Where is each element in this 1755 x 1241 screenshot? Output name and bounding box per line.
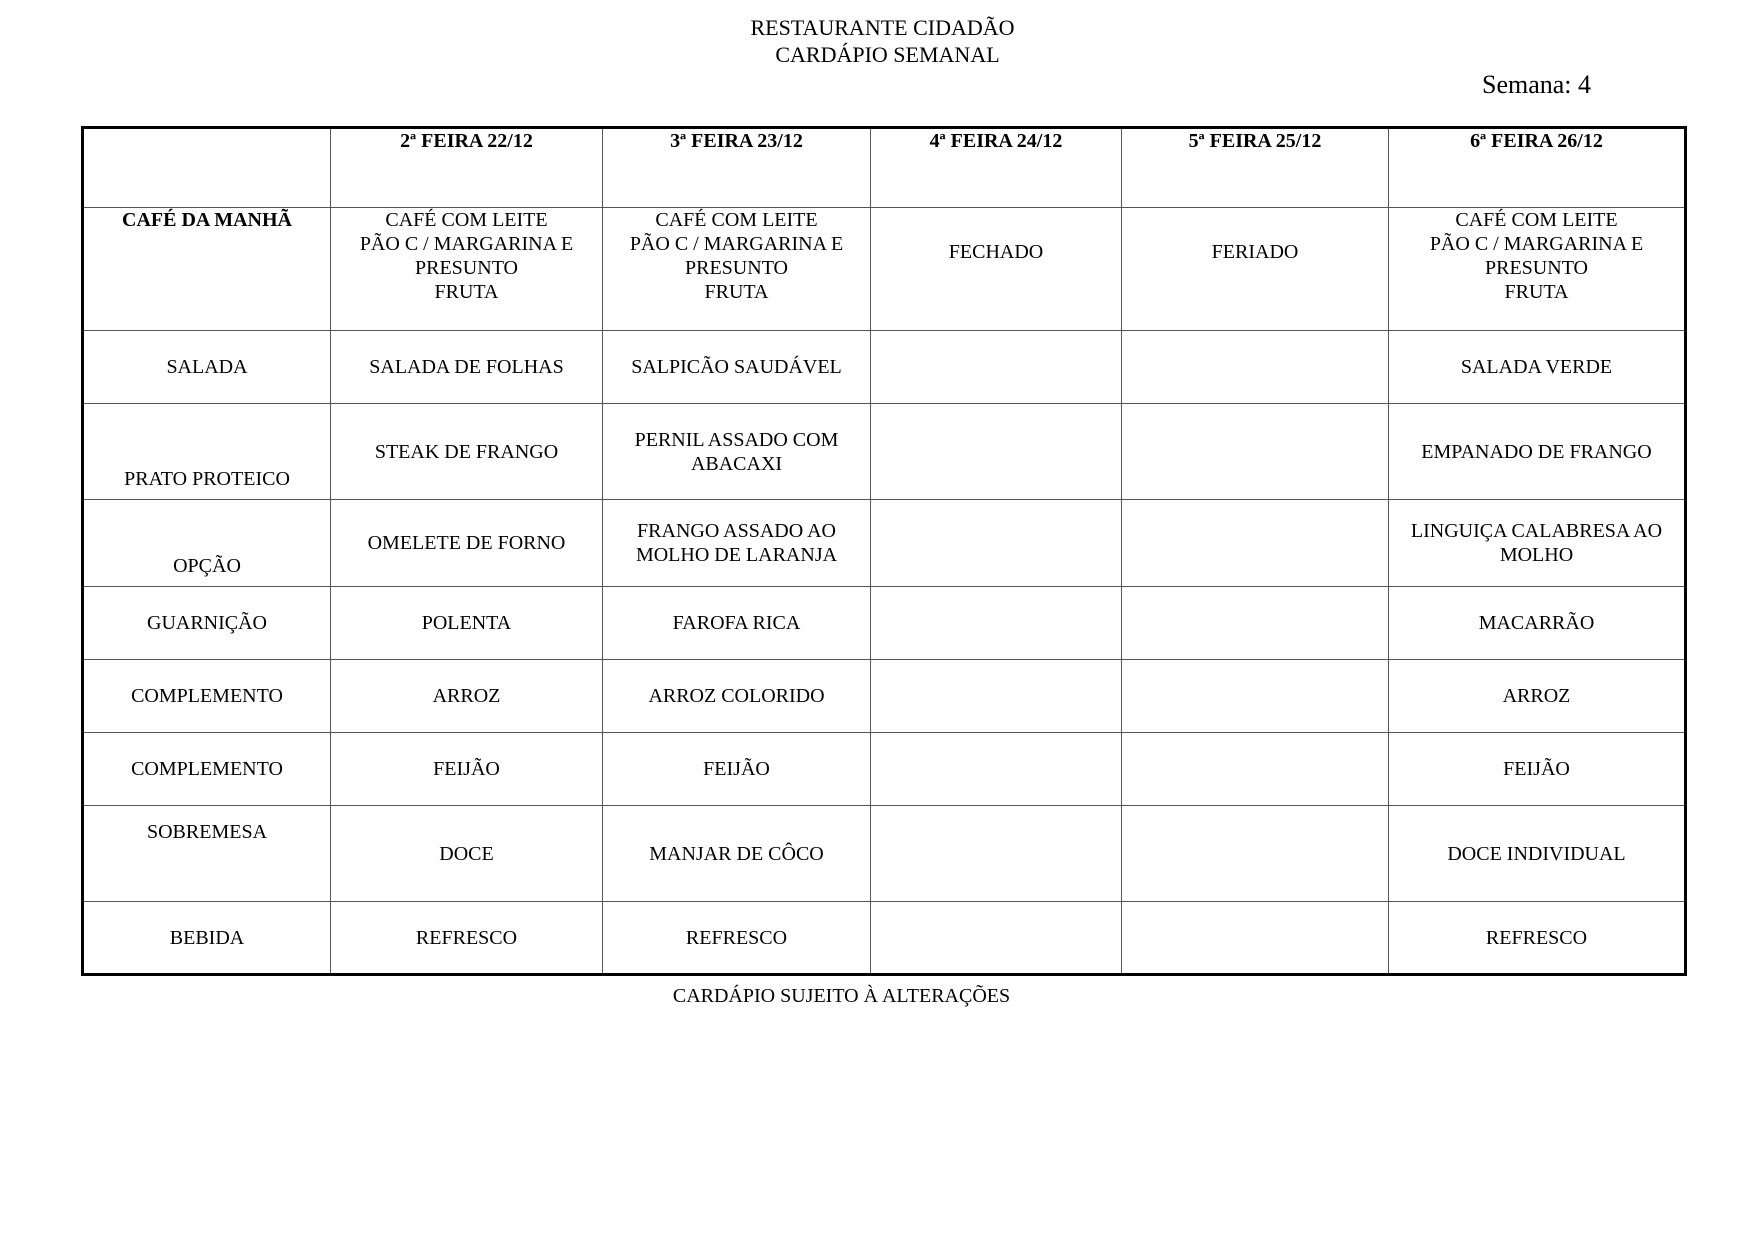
menu-cell-wed (871, 587, 1122, 660)
menu-cell-tue: ARROZ COLORIDO (603, 660, 871, 733)
header-row (83, 128, 1686, 208)
menu-cell-thu (1122, 331, 1389, 404)
menu-cell-wed (871, 331, 1122, 404)
row-label: PRATO PROTEICO (83, 404, 331, 500)
menu-cell-fri: DOCE INDIVIDUAL (1389, 806, 1686, 902)
breakfast-line: FRUTA (1504, 281, 1569, 303)
table-row-bebida (83, 902, 1686, 975)
breakfast-line: PÃO C / MARGARINA E (1429, 233, 1644, 255)
menu-cell-mon: REFRESCO (331, 902, 603, 975)
row-label: OPÇÃO (83, 500, 331, 587)
row-label: BEBIDA (83, 902, 331, 975)
breakfast-line: PÃO C / MARGARINA E (629, 233, 844, 255)
menu-cell-mon: ARROZ (331, 660, 603, 733)
table-row-complemento (83, 733, 1686, 806)
breakfast-cell-fri (1389, 208, 1686, 331)
row-label: COMPLEMENTO (83, 660, 331, 733)
day-header-thu: 5ª FEIRA 25/12 (1122, 128, 1389, 208)
menu-cell-tue: MANJAR DE CÔCO (603, 806, 871, 902)
restaurant-name: RESTAURANTE CIDADÃO (750, 15, 1015, 40)
breakfast-line: PÃO C / MARGARINA E (359, 233, 574, 255)
weekly-menu-table (81, 126, 1687, 976)
menu-cell-fri: ARROZ (1389, 660, 1686, 733)
menu-cell-thu (1122, 587, 1389, 660)
table-row-prato-proteico (83, 404, 1686, 500)
menu-title: CARDÁPIO SEMANAL (775, 42, 1000, 67)
table-row-sobremesa (83, 806, 1686, 902)
row-label: COMPLEMENTO (83, 733, 331, 806)
breakfast-line: FRUTA (704, 281, 769, 303)
row-label: CAFÉ DA MANHÃ (83, 208, 331, 331)
breakfast-line: PRESUNTO (415, 257, 518, 279)
header-corner-cell (83, 128, 331, 208)
menu-cell-mon: FEIJÃO (331, 733, 603, 806)
footer-note: CARDÁPIO SUJEITO À ALTERAÇÕES (672, 985, 1011, 1007)
breakfast-cell-tue (603, 208, 871, 331)
menu-cell-wed (871, 806, 1122, 902)
menu-cell-mon: POLENTA (331, 587, 603, 660)
breakfast-line: PRESUNTO (685, 257, 788, 279)
menu-cell-thu (1122, 902, 1389, 975)
row-label: SOBREMESA (83, 806, 331, 902)
menu-cell-fri: MACARRÃO (1389, 587, 1686, 660)
menu-cell-thu (1122, 500, 1389, 587)
menu-cell-mon: OMELETE DE FORNO (331, 500, 603, 587)
day-header-mon: 2ª FEIRA 22/12 (331, 128, 603, 208)
day-header-fri: 6ª FEIRA 26/12 (1389, 128, 1686, 208)
day-header-wed: 4ª FEIRA 24/12 (871, 128, 1122, 208)
menu-cell-fri: REFRESCO (1389, 902, 1686, 975)
menu-cell-tue: FRANGO ASSADO AO MOLHO DE LARANJA (603, 500, 871, 587)
row-label: SALADA (83, 331, 331, 404)
menu-cell-fri: FEIJÃO (1389, 733, 1686, 806)
breakfast-line: CAFÉ COM LEITE (385, 209, 548, 231)
row-label: GUARNIÇÃO (83, 587, 331, 660)
breakfast-line: FRUTA (434, 281, 499, 303)
menu-cell-thu (1122, 733, 1389, 806)
menu-cell-thu (1122, 806, 1389, 902)
table-row-opcao (83, 500, 1686, 587)
table-row-salada (83, 331, 1686, 404)
menu-cell-thu (1122, 404, 1389, 500)
breakfast-line: PRESUNTO (1485, 257, 1588, 279)
menu-cell-tue: PERNIL ASSADO COM ABACAXI (603, 404, 871, 500)
breakfast-line: CAFÉ COM LEITE (1455, 209, 1618, 231)
breakfast-cell-thu: FERIADO (1122, 208, 1389, 331)
breakfast-line: CAFÉ COM LEITE (655, 209, 818, 231)
table-row-complemento (83, 660, 1686, 733)
menu-cell-mon: STEAK DE FRANGO (331, 404, 603, 500)
menu-cell-wed (871, 404, 1122, 500)
menu-cell-thu (1122, 660, 1389, 733)
menu-cell-fri: EMPANADO DE FRANGO (1389, 404, 1686, 500)
menu-cell-tue: FAROFA RICA (603, 587, 871, 660)
menu-cell-tue: SALPICÃO SAUDÁVEL (603, 331, 871, 404)
breakfast-cell-mon (331, 208, 603, 331)
menu-cell-wed (871, 733, 1122, 806)
menu-cell-mon: SALADA DE FOLHAS (331, 331, 603, 404)
menu-cell-tue: FEIJÃO (603, 733, 871, 806)
table-row-cafe-da-manha (83, 208, 1686, 331)
week-number: Semana: 4 (1482, 70, 1592, 99)
day-header-tue: 3ª FEIRA 23/12 (603, 128, 871, 208)
breakfast-cell-wed: FECHADO (871, 208, 1122, 331)
menu-cell-mon: DOCE (331, 806, 603, 902)
menu-cell-tue: REFRESCO (603, 902, 871, 975)
menu-cell-fri: SALADA VERDE (1389, 331, 1686, 404)
table-row-guarnicao (83, 587, 1686, 660)
menu-cell-wed (871, 500, 1122, 587)
menu-cell-wed (871, 660, 1122, 733)
menu-cell-wed (871, 902, 1122, 975)
menu-cell-fri: LINGUIÇA CALABRESA AO MOLHO (1389, 500, 1686, 587)
